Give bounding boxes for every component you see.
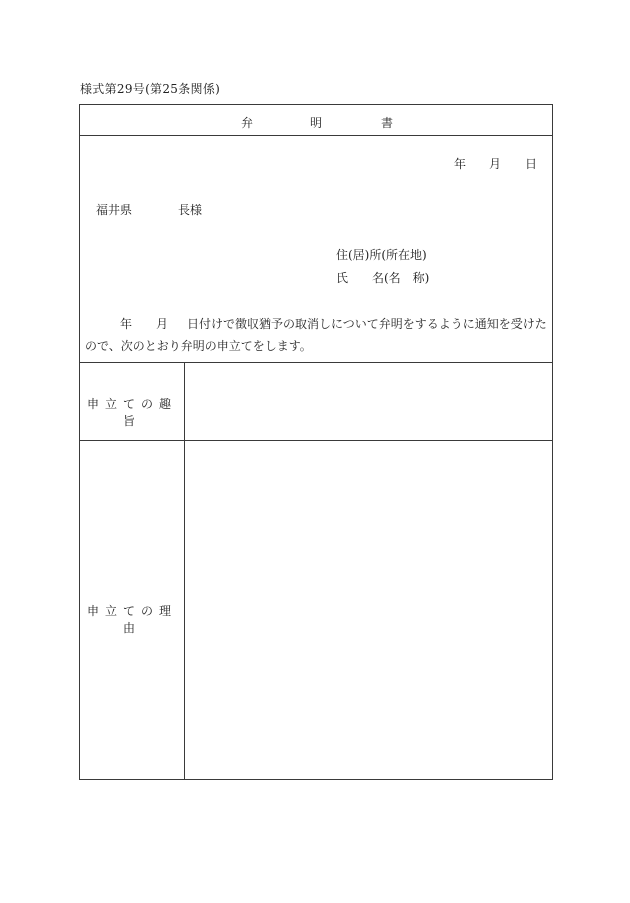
title-divider [80,135,552,136]
title-char-1: 弁 [241,116,254,130]
title-char-3: 書 [381,116,394,130]
addressee-prefecture: 福井県 [96,203,133,217]
section-divider [80,362,552,363]
purpose-label: 申立ての趣旨 [86,397,177,428]
applicant-name-label: 氏 名(名 称) [336,271,430,285]
statement-form [79,104,553,780]
label-column-divider [184,362,185,779]
form-number: 様式第29号(第25条関係) [80,82,221,96]
date-year: 年 [454,157,467,171]
applicant-address-label: 住(居)所(所在地) [336,248,427,262]
title-char-2: 明 [310,116,323,130]
document-title [80,105,552,135]
notice-month: 月 [156,317,169,331]
date-day: 日 [525,157,538,171]
date-month: 月 [489,157,502,171]
addressee-suffix: 長様 [178,203,203,217]
reason-label: 申立ての理由 [86,604,177,635]
notice-text-line2: ので、次のとおり弁明の申立てをします。 [85,339,312,353]
notice-paragraph [85,313,547,357]
notice-year: 年 [120,317,133,331]
notice-text-line1: 日付けで徴収猶予の取消しについて弁明をするように通知を受けた [187,317,547,331]
row-divider [80,440,552,441]
